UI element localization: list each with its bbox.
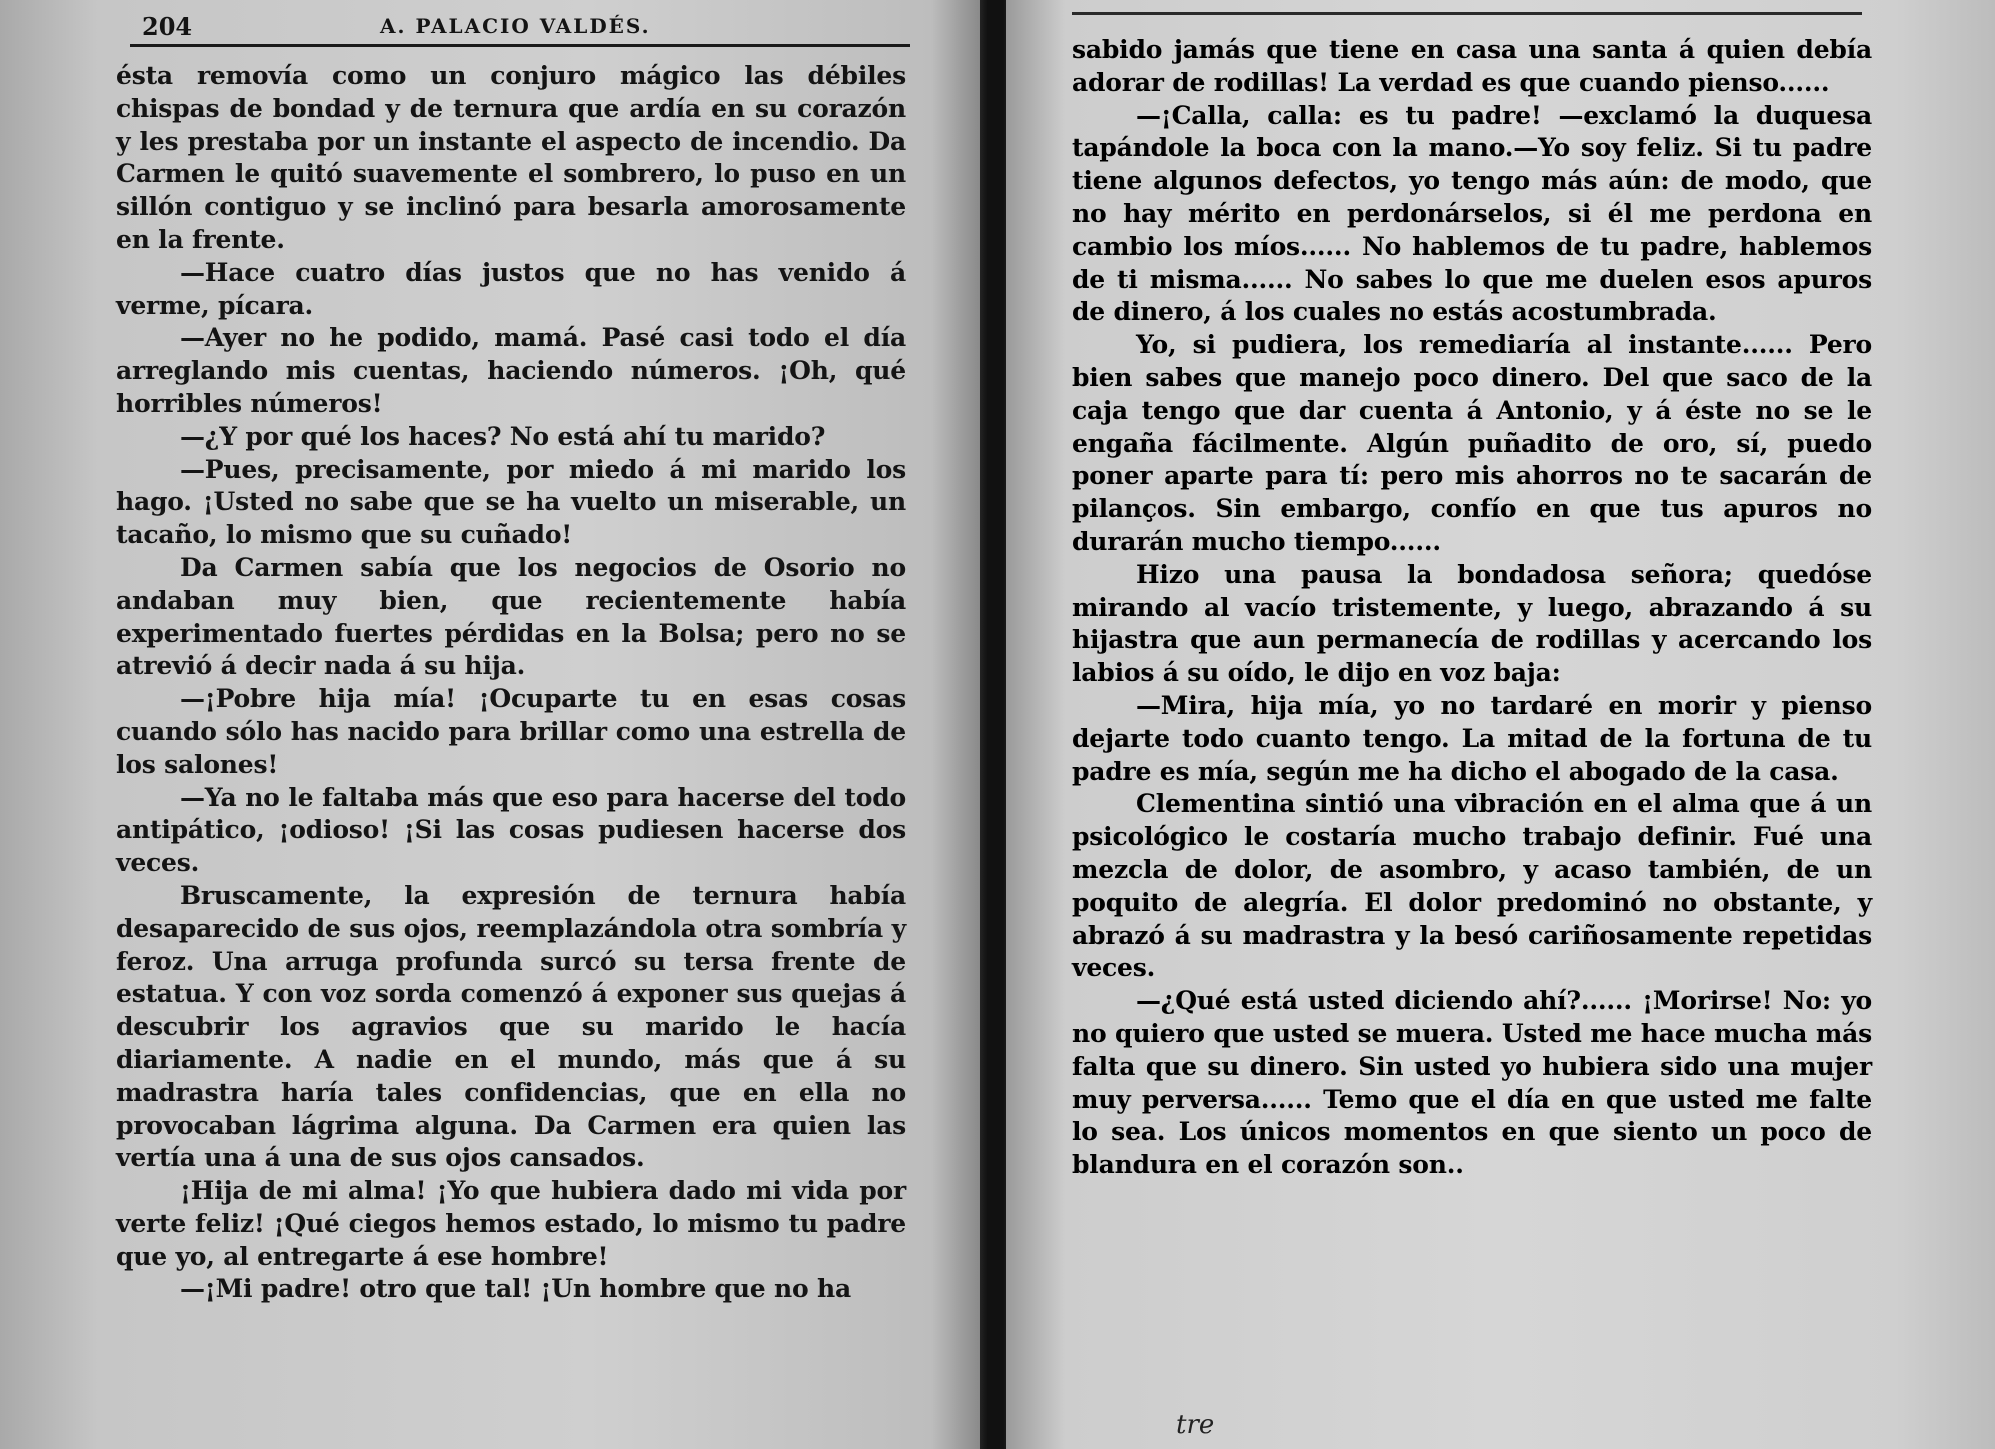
bottom-mark: tre: [1176, 1410, 1215, 1440]
page-number: 204: [142, 12, 193, 41]
left-page: [0, 0, 980, 1449]
left-page-text: [116, 60, 906, 1306]
paragraph: —Mira, hija mía, yo no tardaré en morir y pienso dejarte todo cuanto tengo. La mitad de la fortuna de tu padre es mía, según me ha dicho el abogado de la casa.: [1072, 690, 1872, 786]
paragraph: —¿Y por qué los haces? No está ahí tu marido?: [180, 421, 826, 451]
paragraph: Da Carmen sabía que los negocios de Osorio no andaban muy bien, que recientemente había experimentado fuertes pérdidas en la Bolsa; pero no se atrevió á decir nada á su hija.: [116, 552, 906, 681]
paragraph: Yo, si pudiera, los remediaría al instante...... Pero bien sabes que manejo poco dinero. Del que saco de la caja tengo que dar cuenta á Antonio, y á éste no se le engaña fácilmente. Algún puñadito de oro, sí, puedo poner aparte para tí: pero mis ahorros no te sacarán de pilanços. Sin embargo, confío en que tus apuros no durarán mucho tiempo......: [1072, 330, 1872, 556]
paragraph: ésta removía como un conjuro mágico las débiles chispas de bondad y de ternura que ardía en su corazón y les prestaba por un instante el aspecto de incendio. Da Carmen le quitó suavemente el sombrero, lo puso en un sillón contiguo y se inclinó para besarla amorosamente en la frente.: [116, 61, 906, 254]
right-page-text: [1072, 34, 1872, 1182]
paragraph: Bruscamente, la expresión de ternura había desaparecido de sus ojos, reemplazándola otra sombría y feroz. Una arruga profunda surcó su tersa frente de estatua. Y con voz sorda comenzó á exponer sus quejas á descubrir los agravios que su marido le hacía diariamente. A nadie en el mundo, más que á su madrastra haría tales confidencias, que en ella no provocaban lágrima alguna. Da Carmen era quien las vertía una á una de sus ojos cansados.: [116, 880, 906, 1173]
running-head: A. PALACIO VALDÉS.: [380, 14, 651, 38]
page-header: [130, 8, 910, 47]
paragraph: —¡Mi padre! otro que tal! ¡Un hombre que no ha: [180, 1274, 851, 1304]
paragraph: —Pues, precisamente, por miedo á mi marido los hago. ¡Usted no sabe que se ha vuelto un miserable, un tacaño, lo mismo que su cuñado!: [116, 454, 906, 550]
paragraph: ¡Hija de mi alma! ¡Yo que hubiera dado mi vida por verte feliz! ¡Qué ciegos hemos estado, lo mismo tu padre que yo, al entregarte á ese hombre!: [116, 1176, 906, 1271]
paragraph: —Ayer no he podido, mamá. Pasé casi todo el día arreglando mis cuentas, haciendo números. ¡Oh, qué horribles números!: [116, 323, 906, 418]
paragraph: Clementina sintió una vibración en el alma que á un psicológico le costaría mucho trabajo definir. Fué una mezcla de dolor, de asombro, y acaso también, de un poquito de alegría. El dolor predominó no obstante, y abrazó á su madrastra y la besó cariñosamente repetidas veces.: [1072, 789, 1872, 983]
paragraph: Hizo una pausa la bondadosa señora; quedóse mirando al vacío tristemente, y luego, abrazando á su hijastra que aun permanecía de rodillas y acercando los labios á su oído, le dijo en voz baja:: [1072, 559, 1872, 688]
paragraph: —Ya no le faltaba más que eso para hacerse del todo antipático, ¡odioso! ¡Si las cosas pudiesen hacerse dos veces.: [116, 782, 906, 878]
paragraph: —Hace cuatro días justos que no has venido á verme, pícara.: [116, 257, 906, 320]
paragraph: sabido jamás que tiene en casa una santa á quien debía adorar de rodillas! La verdad es que cuando pienso......: [1072, 35, 1872, 97]
paragraph: —¿Qué está usted diciendo ahí?...... ¡Morirse! No: yo no quiero que usted se muera. Usted me hace mucha más falta que su dinero. Sin usted yo hubiera sido una mujer muy perversa...... Temo que el día en que usted me falte lo sea. Los únicos momentos en que siento un poco de blandura en el corazón son..: [1072, 986, 1872, 1180]
header-rule: [1072, 12, 1862, 15]
paragraph: —¡Calla, calla: es tu padre! —exclamó la duquesa tapándole la boca con la mano.—Yo soy feliz. Si tu padre tiene algunos defectos, yo tengo más aún: de modo, que no hay mérito en perdonárselos, si él me perdona en cambio los míos...... No hablemos de tu padre, hablemos de ti misma...... No sabes lo que me duelen esos apuros de dinero, á los cuales no estás acostumbrada.: [1072, 100, 1872, 327]
paragraph: —¡Pobre hija mía! ¡Ocuparte tu en esas cosas cuando sólo has nacido para brillar como una estrella de los salones!: [116, 684, 906, 779]
